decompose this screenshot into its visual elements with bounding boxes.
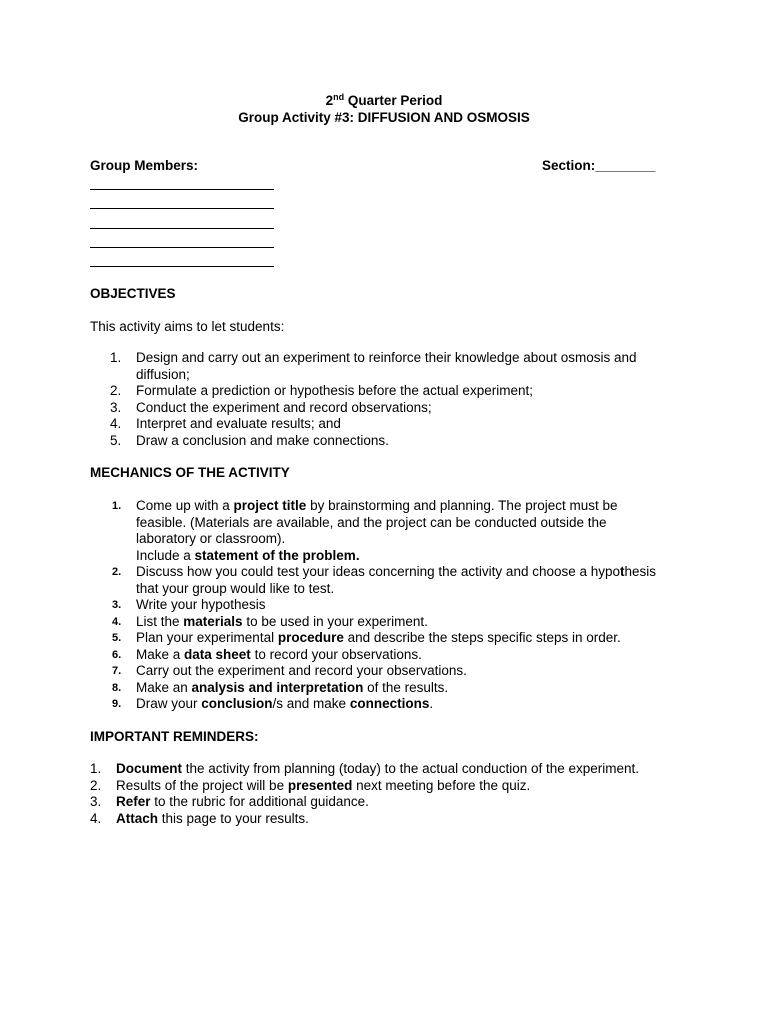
- list-item: 1. Come up with a project title by brainstorming and planning. The project must be feasible. (Materials are available, and the project can be conducted outside the laboratory or classroom). Include a statement of the problem.: [112, 498, 618, 563]
- list-item: 3. Refer to the rubric for additional guidance.: [90, 794, 369, 809]
- member-blank-line: [90, 228, 274, 229]
- quarter-ordinal: 2: [325, 93, 334, 108]
- mechanics-list: [90, 498, 656, 713]
- list-item: 9. Draw your conclusion/s and make connections.: [112, 696, 434, 711]
- quarter-text: Quarter Period: [344, 93, 443, 108]
- list-item: 3. Write your hypothesis: [112, 597, 266, 612]
- list-item: 2. Discuss how you could test your ideas concerning the activity and choose a hypothesis that your group would like to test.: [112, 564, 657, 596]
- group-members-label: Group Members:: [90, 158, 199, 173]
- objectives-list: [90, 350, 637, 449]
- list-item: 7. Carry out the experiment and record your observations.: [112, 663, 467, 678]
- list-item: 4. List the materials to be used in your experiment.: [112, 613, 428, 629]
- list-item: 8. Make an analysis and interpretation of the results.: [112, 679, 449, 695]
- member-blank-line: [90, 266, 274, 267]
- list-item: 1. Design and carry out an experiment to reinforce their knowledge about osmosis and diffusion;: [110, 350, 637, 382]
- list-item: 1. Document the activity from planning (today) to the actual conduction of the experiment.: [90, 761, 640, 776]
- objectives-intro: This activity aims to let students:: [90, 319, 285, 334]
- member-blank-line: [90, 208, 274, 209]
- objectives-heading: OBJECTIVES: [90, 286, 176, 301]
- quarter-suffix: nd: [333, 92, 345, 102]
- list-item: 4. Attach this page to your results.: [90, 810, 309, 826]
- list-item: 4. Interpret and evaluate results; and: [110, 416, 341, 431]
- list-item: 3. Conduct the experiment and record observations;: [110, 399, 432, 415]
- member-blank-line: [90, 247, 274, 248]
- section-field: Section:________: [542, 158, 656, 173]
- member-blank-line: [90, 189, 274, 190]
- mechanics-heading: MECHANICS OF THE ACTIVITY: [90, 465, 290, 480]
- list-item: 6. Make a data sheet to record your observations.: [112, 646, 422, 662]
- activity-title: Group Activity #3: DIFFUSION AND OSMOSIS: [238, 110, 530, 125]
- list-item: 5. Plan your experimental procedure and describe the steps specific steps in order.: [112, 630, 621, 645]
- quarter-heading: [0, 93, 768, 110]
- list-item: 2. Formulate a prediction or hypothesis before the actual experiment;: [110, 383, 533, 398]
- reminders-list: [90, 761, 639, 827]
- list-item: 5. Draw a conclusion and make connections.: [110, 432, 389, 448]
- list-item: 2. Results of the project will be presented next meeting before the quiz.: [90, 777, 531, 793]
- reminders-heading: IMPORTANT REMINDERS:: [90, 729, 259, 744]
